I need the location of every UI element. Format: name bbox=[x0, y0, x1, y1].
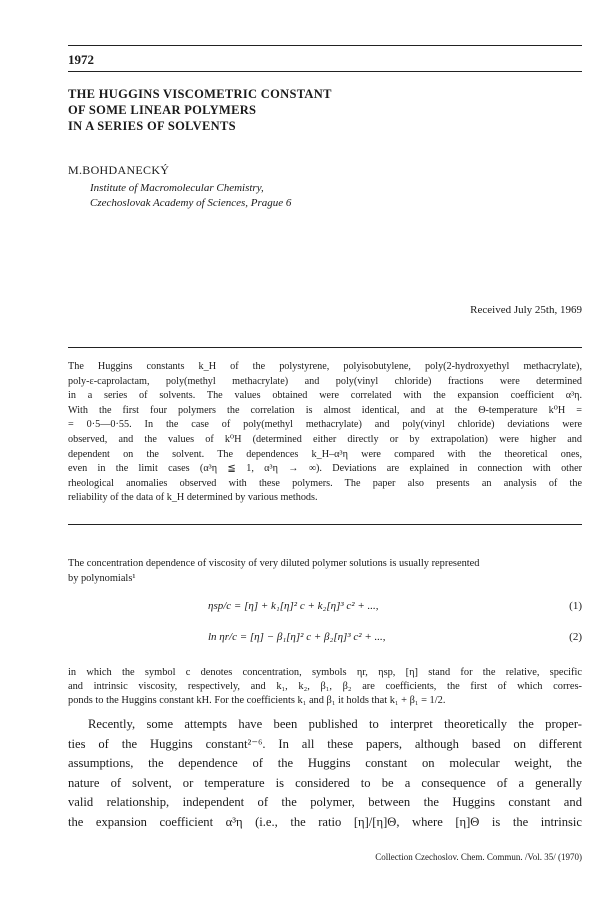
text-line: in which the symbol c denotes concentration, symbols ηr, ηsp, [η] stand for the relative, specific bbox=[68, 667, 582, 678]
intro-line: by polynomials¹ bbox=[68, 573, 136, 584]
text-line: ponds to the Huggins constant kH. For the coefficients k₁ and β₁ it holds that k₁ + β₁ = 1/2. bbox=[68, 695, 446, 706]
title-line: OF SOME LINEAR POLYMERS bbox=[68, 103, 257, 117]
text-line: assumptions, the dependence of the Huggins constant on molecular weight, the bbox=[68, 756, 582, 770]
journal-page bbox=[68, 0, 582, 907]
equation-expression: ηsp/c = [η] + k₁[η]² c + k₂[η]³ c² + ..., bbox=[208, 600, 379, 612]
top-rule bbox=[68, 45, 582, 46]
header-rule bbox=[68, 71, 582, 72]
received-date: Received July 25th, 1969 bbox=[470, 304, 582, 316]
abstract-line: observed, and the values of k⁰H (determined either directly or by extrapolation) were higher and bbox=[68, 433, 582, 445]
definition-paragraph bbox=[68, 666, 582, 708]
equation-number: (1) bbox=[569, 600, 582, 612]
equation-number: (2) bbox=[569, 631, 582, 643]
abstract-line: reliability of the data of k_H determined by various methods. bbox=[68, 492, 318, 504]
abstract-line: The Huggins constants k_H of the polystyrene, polyisobutylene, poly(2-hydroxyethyl methacrylate), bbox=[68, 361, 582, 372]
article-title bbox=[68, 86, 332, 134]
journal-footer: Collection Czechoslov. Chem. Commun. /Vol. 35/ (1970) bbox=[375, 852, 582, 862]
equation-expression: ln ηr/c = [η] − β₁[η]² c + β₂[η]³ c² + ..., bbox=[208, 631, 386, 643]
abstract-line: = 0·5—0·55. In the case of poly(methyl methacrylate) and poly(vinyl chloride) deviations were bbox=[68, 419, 582, 431]
text-line: valid relationship, independent of the polymer, between the Huggins constant and bbox=[68, 795, 582, 809]
intro-paragraph bbox=[68, 556, 582, 586]
affiliation-line: Czechoslovak Academy of Sciences, Prague 6 bbox=[90, 197, 292, 209]
affiliation-line: Institute of Macromolecular Chemistry, bbox=[90, 182, 264, 194]
title-line: THE HUGGINS VISCOMETRIC CONSTANT bbox=[68, 87, 332, 101]
abstract-top-rule bbox=[68, 347, 582, 348]
affiliation bbox=[90, 181, 291, 211]
page-number: 1972 bbox=[68, 52, 94, 67]
abstract-line: even in the limit cases (α³η ≦ 1, α³η → ∞). Deviations are explained in connection with other bbox=[68, 463, 582, 475]
abstract-line: poly-ε-caprolactam, poly(methyl methacrylate) and poly(vinyl chloride) fractions were determined bbox=[68, 375, 582, 387]
author-name: M.BOHDANECKÝ bbox=[68, 163, 170, 177]
text-line: the expansion coefficient α³η (i.e., the ratio [η]/[η]Θ, where [η]Θ is the intrinsic bbox=[68, 814, 582, 829]
main-paragraph bbox=[68, 715, 582, 832]
text-line: Recently, some attempts have been published to interpret theoretically the proper- bbox=[88, 717, 582, 731]
abstract bbox=[68, 360, 582, 506]
abstract-bottom-rule bbox=[68, 524, 582, 525]
intro-line: The concentration dependence of viscosity of very diluted polymer solutions is usually represented bbox=[68, 558, 480, 569]
abstract-line: rheological anomalies observed with these polymers. The paper also presents an analysis of the bbox=[68, 477, 582, 489]
title-line: IN A SERIES OF SOLVENTS bbox=[68, 119, 236, 133]
text-line: ties of the Huggins constant²⁻⁶. In all these papers, although based on different bbox=[68, 736, 582, 751]
abstract-line: in a series of solvents. The values obtained were correlated with the expansion coefficient α³η. bbox=[68, 390, 582, 402]
text-line: and intrinsic viscosity, respectively, and k₁, k₂, β₁, β₂ are coefficients, the first of which corres- bbox=[68, 681, 582, 692]
abstract-line: With the first four polymers the correlation is almost identical, and at the Θ-temperature k⁰H = bbox=[68, 404, 582, 416]
abstract-line: dependent on the solvent. The dependences k_H–α³η were compared with the theoretical ones, bbox=[68, 448, 582, 460]
text-line: nature of solvent, or temperature is considered to be a consequence of a generally bbox=[68, 775, 582, 790]
